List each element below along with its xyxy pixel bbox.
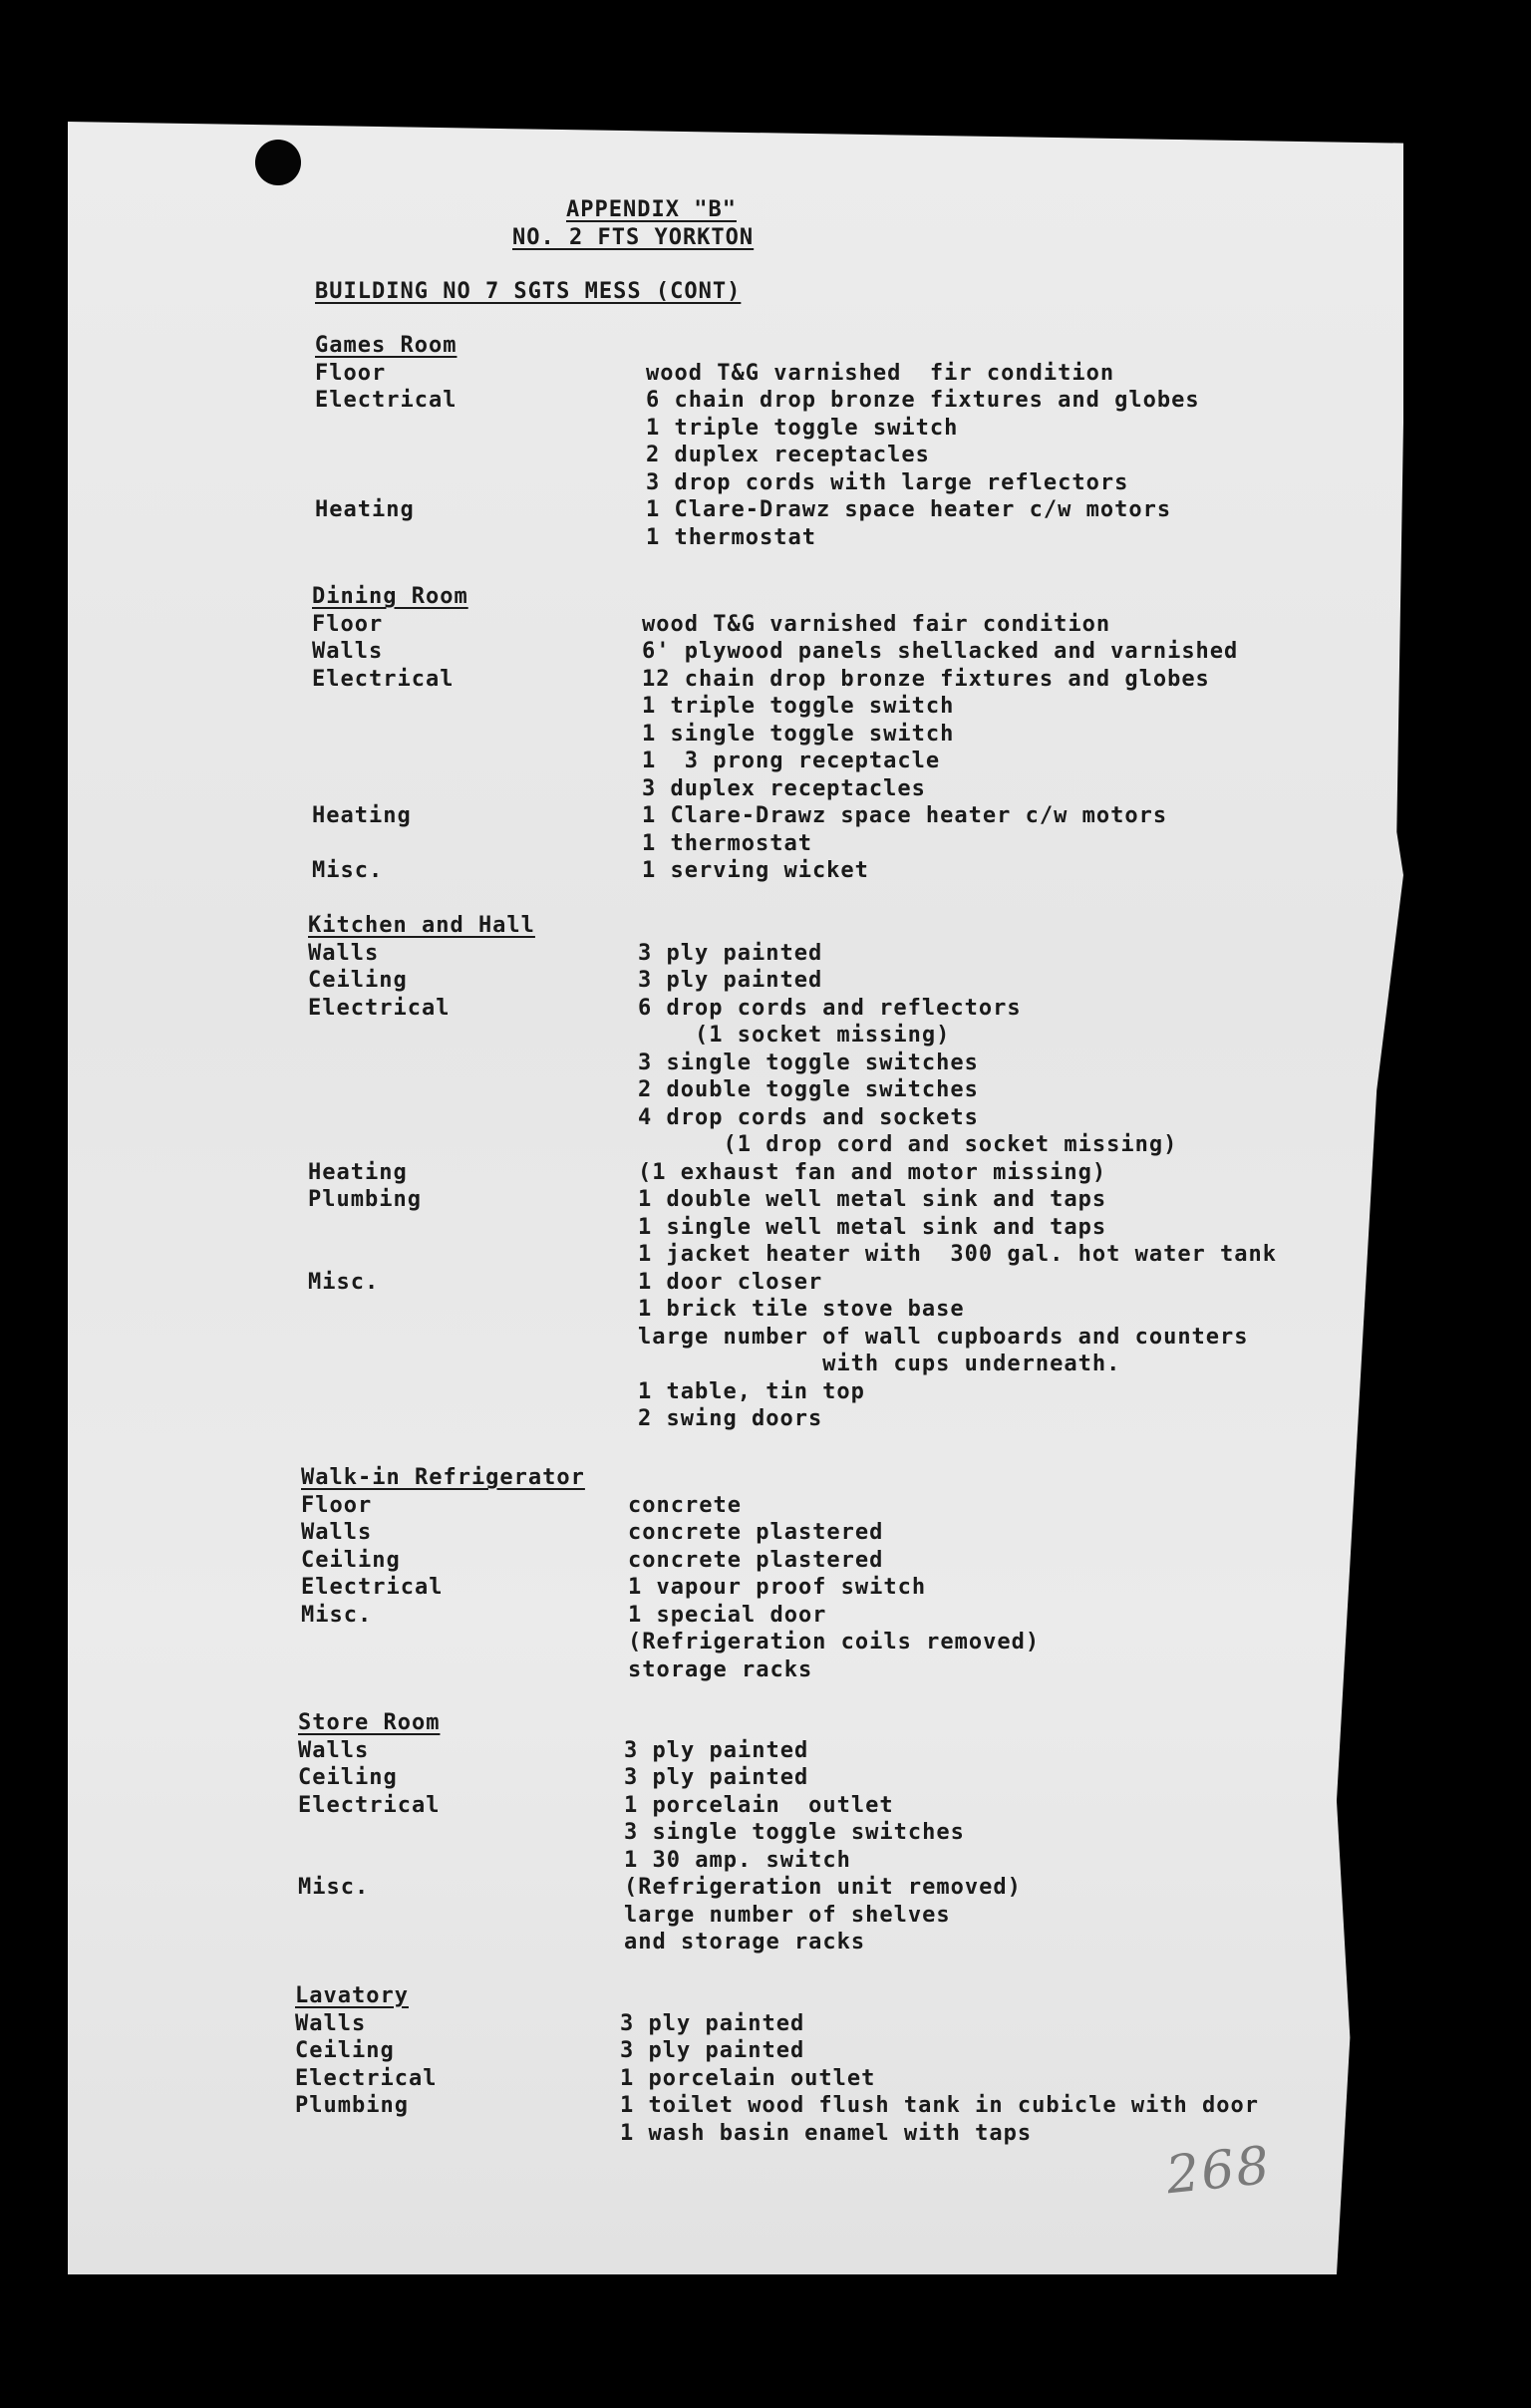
item-description: 3 single toggle switches [624,1820,965,1845]
section-heading: Walk-in Refrigerator [301,1465,585,1490]
item-description: concrete plastered [628,1547,884,1573]
item-description: 1 thermostat [642,830,812,856]
item-description: 1 special door [628,1602,827,1628]
item-label: Electrical [301,1575,444,1600]
item-description: 6 drop cords and reflectors [638,995,1022,1021]
item-description: (1 exhaust fan and motor missing) [638,1159,1107,1185]
item-label: Ceiling [298,1765,398,1790]
item-description: 3 ply painted [620,2010,805,2036]
item-description: 2 double toggle switches [638,1077,979,1102]
item-label: Ceiling [301,1547,401,1573]
item-label: Electrical [295,2065,438,2091]
item-description: 2 swing doors [638,1406,823,1431]
item-label: Floor [312,611,384,637]
item-description: 3 ply painted [624,1765,809,1790]
building-title: BUILDING NO 7 SGTS MESS (CONT) [315,279,742,304]
item-description: 2 duplex receptacles [646,443,930,467]
item-description: 4 drop cords and sockets [638,1104,979,1130]
item-label: Walls [308,940,380,966]
item-description: 3 ply painted [624,1737,809,1763]
item-description: 1 toilet wood flush tank in cubicle with door [620,2093,1260,2118]
item-label: Misc. [298,1875,370,1900]
item-description: 6' plywood panels shellacked and varnished [642,639,1239,664]
item-label: Misc. [301,1602,373,1628]
item-label: Heating [315,497,415,522]
item-description: and storage racks [624,1930,866,1955]
item-description: 3 duplex receptacles [642,775,926,801]
item-description: 1 wash basin enamel with taps [620,2120,1033,2146]
item-label: Electrical [298,1792,441,1818]
item-description: 1 door closer [638,1269,823,1295]
item-description: concrete [628,1492,742,1518]
item-description: wood T&G varnished fir condition [646,360,1115,386]
section-heading: Games Room [315,333,458,358]
item-description: 1 triple toggle switch [646,415,959,441]
item-description: large number of wall cupboards and counters [638,1324,1249,1350]
item-label: Walls [312,639,384,664]
item-description: 1 brick tile stove base [638,1297,965,1322]
item-label: Floor [301,1492,373,1518]
item-label: Walls [298,1737,370,1763]
item-description: 1 table, tin top [638,1378,865,1404]
section-heading: Lavatory [295,1983,409,2008]
item-label: Ceiling [295,2038,395,2063]
item-description: 3 ply painted [638,940,823,966]
item-description: (Refrigeration unit removed) [624,1875,1022,1900]
handwritten-page-number: 268 [1163,2135,1275,2207]
item-description: (1 drop cord and socket missing) [638,1132,1178,1157]
item-description: 1 3 prong receptacle [642,749,941,773]
item-label: Walls [295,2010,367,2036]
item-description: 1 serving wicket [642,858,869,883]
item-description: 6 chain drop bronze fixtures and globes [646,388,1200,413]
item-description: concrete plastered [628,1520,884,1545]
item-description: (Refrigeration coils removed) [628,1630,1041,1655]
item-label: Plumbing [295,2093,409,2118]
item-label: Electrical [315,388,458,413]
item-description: 1 single well metal sink and taps [638,1214,1107,1240]
item-label: Plumbing [308,1187,422,1212]
item-description: 1 porcelain outlet [620,2065,876,2091]
item-description: 1 double well metal sink and taps [638,1187,1107,1212]
item-description: 1 Clare-Drawz space heater c/w motors [642,803,1168,828]
item-description: 1 Clare-Drawz space heater c/w motors [646,497,1172,522]
section-heading: Kitchen and Hall [308,913,535,938]
item-label: Heating [312,803,412,828]
item-description: 3 drop cords with large reflectors [646,469,1129,495]
item-description: 1 30 amp. switch [624,1847,851,1873]
item-description: storage racks [628,1656,813,1682]
item-label: Misc. [308,1269,380,1295]
item-description: large number of shelves [624,1902,951,1928]
item-description: 1 porcelain outlet [624,1792,894,1818]
item-description: 1 jacket heater with 300 gal. hot water tank [638,1242,1278,1267]
item-label: Floor [315,360,387,386]
item-description: with cups underneath. [638,1352,1121,1376]
section-heading: Dining Room [312,584,468,609]
item-description: 1 thermostat [646,524,816,550]
item-description: 3 single toggle switches [638,1050,979,1075]
item-description: 1 triple toggle switch [642,694,955,719]
unit-title: NO. 2 FTS YORKTON [512,225,755,250]
section-heading: Store Room [298,1710,441,1735]
item-description: wood T&G varnished fair condition [642,611,1111,637]
item-label: Heating [308,1159,408,1185]
item-description: 1 single toggle switch [642,721,955,747]
appendix-title: APPENDIX "B" [566,197,737,222]
item-description: 1 vapour proof switch [628,1575,927,1600]
item-description: 12 chain drop bronze fixtures and globes [642,666,1210,692]
item-description: 3 ply painted [620,2038,805,2063]
item-label: Ceiling [308,968,408,993]
item-description: (1 socket missing) [638,1023,951,1048]
item-label: Electrical [312,666,455,692]
item-label: Walls [301,1520,373,1545]
item-label: Electrical [308,995,451,1021]
item-description: 3 ply painted [638,968,823,993]
item-label: Misc. [312,858,384,883]
